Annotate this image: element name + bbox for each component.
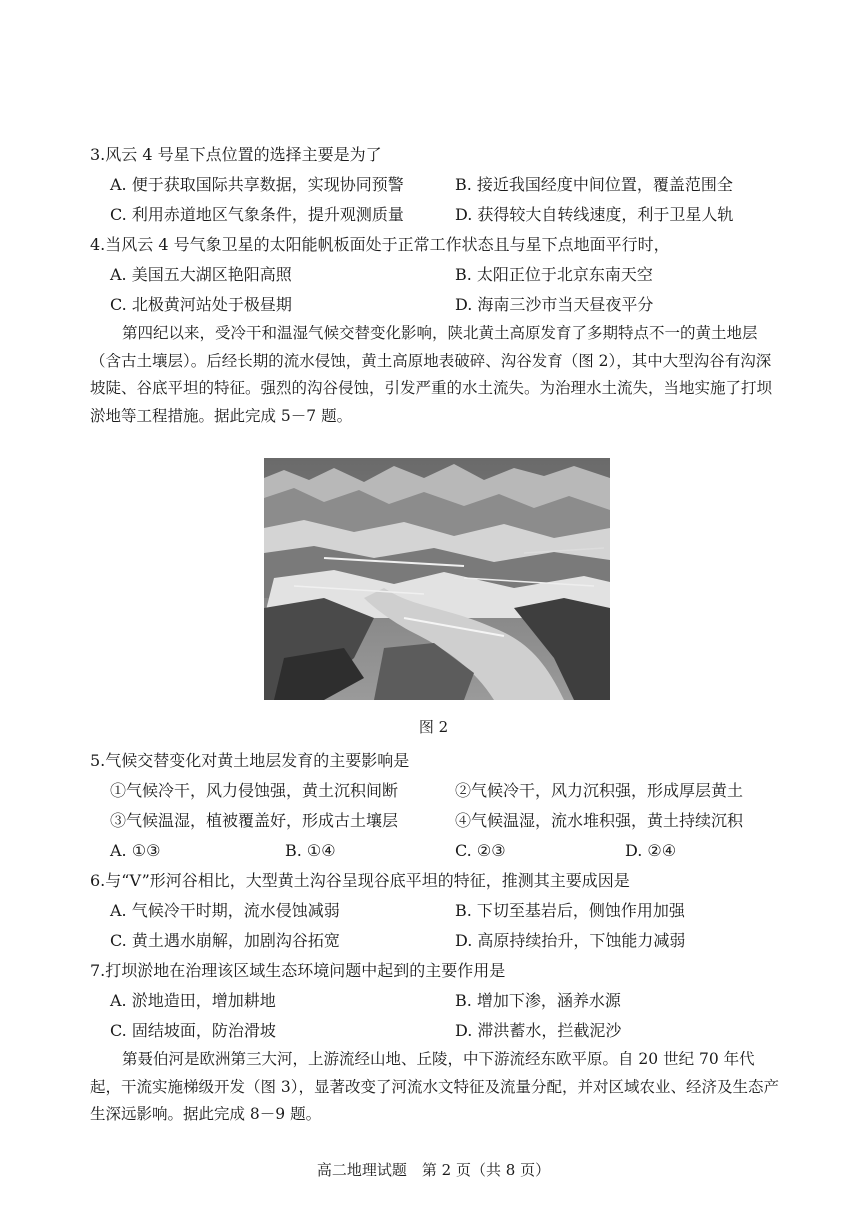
question-3-option-a: A. 便于获取国际共享数据，实现协同预警: [110, 175, 404, 194]
question-4-option-a: A. 美国五大湖区艳阳高照: [110, 265, 292, 284]
passage-loess-text: 第四纪以来，受冷干和温湿气候交替变化影响，陕北黄土高原发育了多期特点不一的黄土地层（含古土壤层）。后经长期的流水侵蚀，黄土高原地表破碎、沟谷发育（图 2），其中大型沟谷有沟深坡陡、谷底平坦的特征。强烈的沟谷侵蚀，引发严重的水土流失。为治理水土流失，当地实施了打坝淤地等工程措施。据此完成 5－7 题。: [90, 324, 773, 425]
passage-loess: [90, 320, 780, 430]
passage-dnieper: [90, 1046, 780, 1129]
question-7-option-d: D. 滞洪蓄水，拦截泥沙: [455, 1021, 622, 1040]
question-5-option-b: B. ①④: [285, 841, 336, 860]
question-6-option-c: C. 黄土遇水崩解，加剧沟谷拓宽: [110, 931, 340, 950]
question-3-stem: 3.风云 4 号星下点位置的选择主要是为了: [90, 145, 382, 164]
question-7-option-b: B. 增加下渗，涵养水源: [455, 991, 621, 1010]
question-5-statement-3: ③气候温湿，植被覆盖好，形成古土壤层: [110, 811, 399, 830]
question-5-option-d: D. ②④: [625, 841, 677, 860]
question-6-stem: 6.与“V”形河谷相比，大型黄土沟谷呈现谷底平坦的特征，推测其主要成因是: [90, 871, 630, 890]
figure-2-caption: 图 2: [418, 718, 449, 736]
question-5-statement-2: ②气候冷干，风力沉积强，形成厚层黄土: [455, 781, 744, 800]
question-5-option-a: A. ①③: [110, 841, 161, 860]
question-5-statement-4: ④气候温湿，流水堆积强，黄土持续沉积: [455, 811, 744, 830]
question-5-stem: 5.气候交替变化对黄土地层发育的主要影响是: [90, 751, 410, 770]
question-4-stem: 4.当风云 4 号气象卫星的太阳能帆板面处于正常工作状态且与星下点地面平行时，: [90, 235, 670, 254]
passage-dnieper-text: 第聂伯河是欧洲第三大河，上游流经山地、丘陵，中下游流经东欧平原。自 20 世纪 70 年代起，干流实施梯级开发（图 3），显著改变了河流水文特征及流量分配，并对区域农业、经济及生态产生深远影响。据此完成 8－9 题。: [90, 1050, 780, 1123]
question-4-option-b: B. 太阳正位于北京东南天空: [455, 265, 653, 284]
question-6-option-a: A. 气候冷干时期，流水侵蚀减弱: [110, 901, 340, 920]
question-6-option-d: D. 高原持续抬升，下蚀能力减弱: [455, 931, 686, 950]
question-4-option-d: D. 海南三沙市当天昼夜平分: [455, 295, 654, 314]
question-3-option-b: B. 接近我国经度中间位置，覆盖范围全: [455, 175, 733, 194]
question-4-option-c: C. 北极黄河站处于极昼期: [110, 295, 292, 314]
question-3-option-d: D. 获得较大自转线速度，利于卫星人轨: [455, 205, 734, 224]
question-7-option-a: A. 淤地造田，增加耕地: [110, 991, 276, 1010]
loess-gully-photo: [264, 458, 610, 700]
question-6-option-b: B. 下切至基岩后，侧蚀作用加强: [455, 901, 685, 920]
page-footer: 高二地理试题 第 2 页（共 8 页）: [316, 1161, 551, 1179]
question-5-statement-1: ①气候冷干，风力侵蚀强，黄土沉积间断: [110, 781, 399, 800]
question-3-option-c: C. 利用赤道地区气象条件，提升观测质量: [110, 205, 404, 224]
question-7-option-c: C. 固结坡面，防治滑坡: [110, 1021, 276, 1040]
question-5-option-c: C. ②③: [455, 841, 506, 860]
question-7-stem: 7.打坝淤地在治理该区域生态环境问题中起到的主要作用是: [90, 961, 506, 980]
